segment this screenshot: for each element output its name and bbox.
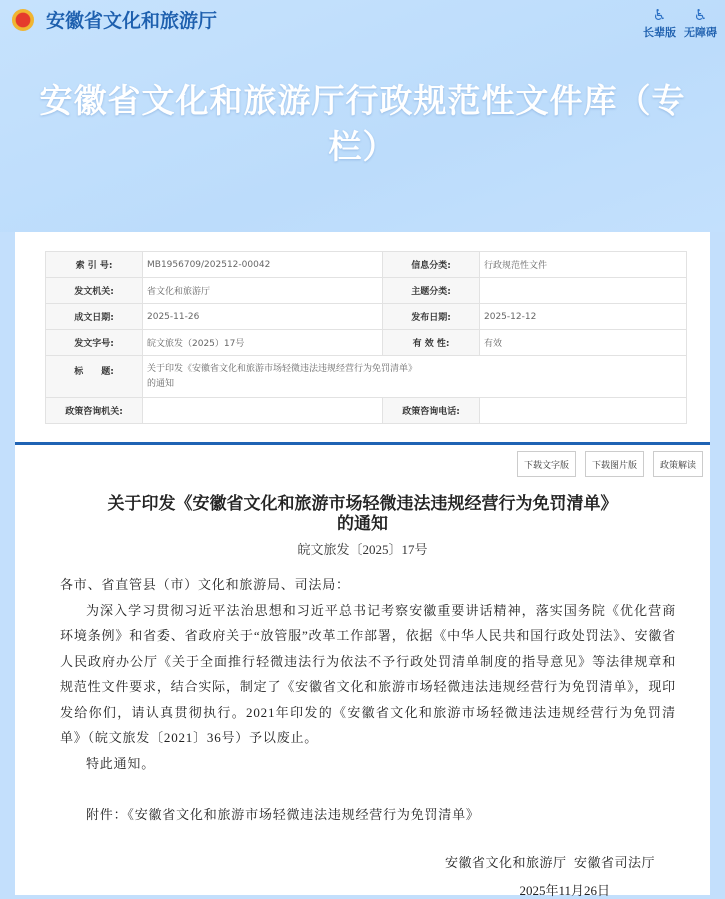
consult-org-value — [143, 398, 383, 424]
divider — [15, 442, 710, 445]
header — [0, 0, 725, 232]
doc-number-label: 发文字号: — [46, 330, 143, 356]
title-value-line: 的通知 — [147, 378, 175, 389]
site-logo[interactable] — [12, 6, 217, 33]
policy-interpretation-button[interactable]: 政策解读 — [653, 451, 703, 477]
document-title-line2: 的通知 — [337, 514, 388, 534]
doc-number-value: 皖文旅发（2025）17号 — [143, 330, 383, 356]
consult-tel-value — [480, 398, 687, 424]
document-meta-table — [45, 251, 687, 424]
banner-title: 安徽省文化和旅游厅行政规范性文件库（专栏） — [39, 81, 686, 166]
elder-mode-button[interactable] — [643, 6, 676, 40]
wheelchair-icon: ♿ — [693, 6, 708, 24]
validity-value: 有效 — [480, 330, 687, 356]
topic-value — [480, 278, 687, 304]
national-emblem-icon — [12, 9, 34, 31]
signature-date: 2025年11月26日 — [519, 883, 610, 898]
written-date-label: 成文日期: — [46, 304, 143, 330]
consult-org-label: 政策咨询机关: — [46, 398, 143, 424]
title-value-line: 关于印发《安徽省文化和旅游市场轻微违法违规经营行为免罚清单》 — [147, 363, 418, 374]
title-value — [143, 356, 687, 398]
title-label: 标 题: — [46, 356, 143, 398]
download-image-button[interactable]: 下载图片版 — [585, 451, 644, 477]
signature: 安徽省文化和旅游厅 安徽省司法厅 — [444, 855, 655, 870]
consult-tel-label: 政策咨询电话: — [383, 398, 480, 424]
content-area — [15, 232, 710, 898]
category-label: 信息分类: — [383, 252, 480, 278]
category-value: 行政规范性文件 — [480, 252, 687, 278]
paragraph: 为深入学习贯彻习近平法治思想和习近平总书记考察安徽重要讲话精神，落实国务院《优化营商环境条例》和省委、省政府关于“放管服”改革工作部署，依据《中华人民共和国行政处罚法》、安徽省人民政府办公厅《关于全面推行轻微违法行为依法不予行政处罚清单制度的指导意见》等法律规章和规范性文件要求，结合实际，制定了《安徽省文化和旅游市场轻微违法违规经营行为免罚清单》，现印发给你们，请认真贯彻执行。2021年印发的《安徽省文化和旅游市场轻微违法违规经营行为免罚清单》（皖文旅发〔2021〕36号）予以废止。 — [60, 602, 676, 745]
publish-date-value: 2025-12-12 — [480, 304, 687, 330]
attachment-link[interactable]: 附件：《安徽省文化和旅游市场轻微违法违规经营行为免罚清单》 — [86, 807, 480, 822]
index-value: MB1956709/202512-00042 — [143, 252, 383, 278]
document-number: 皖文旅发〔2025〕17号 — [297, 542, 428, 557]
written-date-value: 2025-11-26 — [143, 304, 383, 330]
issuer-value: 省文化和旅游厅 — [143, 278, 383, 304]
download-text-button[interactable]: 下载文字版 — [517, 451, 576, 477]
topic-label: 主题分类: — [383, 278, 480, 304]
elder-icon: ♿︎ — [652, 6, 667, 24]
accessibility-label: 无障碍 — [684, 26, 717, 39]
closing: 特此通知。 — [86, 755, 156, 771]
accessibility-button[interactable] — [684, 6, 717, 40]
document-body — [60, 572, 676, 828]
index-label: 索 引 号: — [46, 252, 143, 278]
publish-date-label: 发布日期: — [383, 304, 480, 330]
elder-label: 长辈版 — [643, 26, 676, 39]
validity-label: 有 效 性: — [383, 330, 480, 356]
salutation: 各市、省直管县（市）文化和旅游局、司法局： — [60, 577, 350, 592]
document-title: 关于印发《安徽省文化和旅游市场轻微违法违规经营行为免罚清单》 — [107, 494, 618, 514]
issuer-label: 发文机关: — [46, 278, 143, 304]
site-name: 安徽省文化和旅游厅 — [46, 10, 218, 32]
